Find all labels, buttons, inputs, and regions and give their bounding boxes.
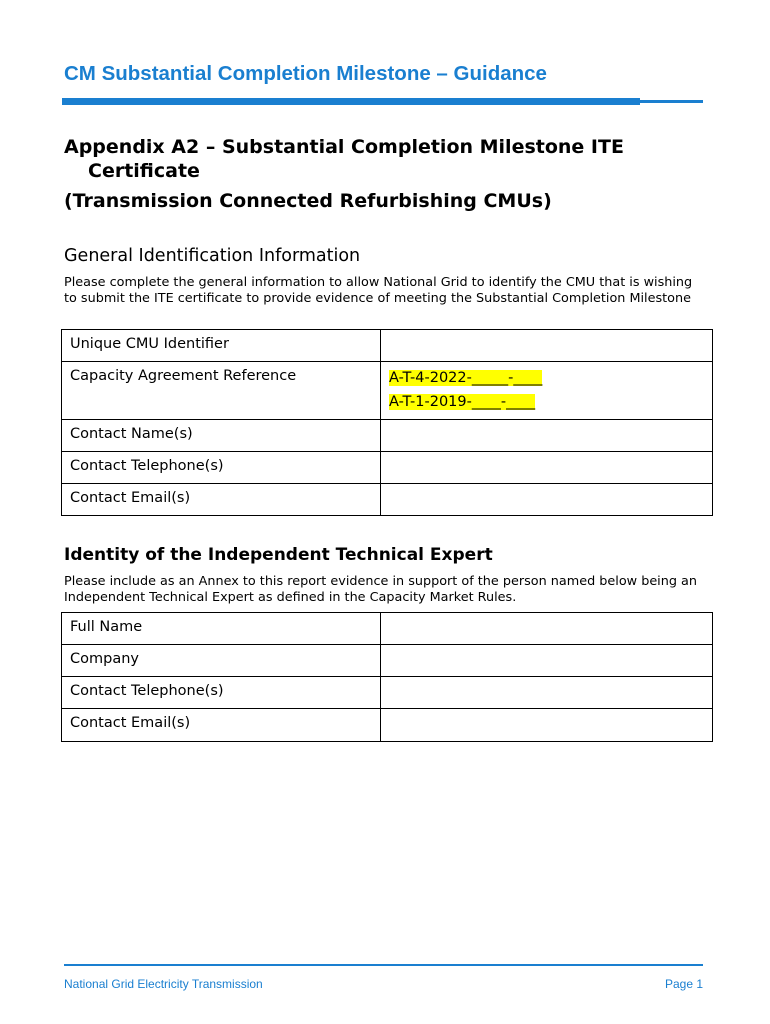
- ite-contact-telephones-field[interactable]: [381, 677, 713, 709]
- footer-organization: National Grid Electricity Transmission: [64, 977, 263, 991]
- header-rule-thin: [640, 100, 703, 103]
- document-header-title: CM Substantial Completion Milestone – Guidance: [64, 62, 547, 85]
- appendix-subheading: (Transmission Connected Refurbishing CMUs): [64, 190, 552, 212]
- capacity-agreement-ref-t4: A-T-4-2022-_____-____: [389, 370, 543, 386]
- appendix-heading: [64, 135, 714, 213]
- general-identification-table: [61, 329, 713, 516]
- capacity-agreement-ref-t1: A-T-1-2019-____-____: [389, 394, 536, 410]
- table-row: [62, 452, 713, 484]
- row-label-contact-names: Contact Name(s): [70, 426, 193, 442]
- table-row: [62, 645, 713, 677]
- table-row: [62, 613, 713, 645]
- table-row: [62, 420, 713, 452]
- table-row: [62, 484, 713, 516]
- full-name-field[interactable]: [381, 613, 713, 645]
- header-rule-thick: [62, 98, 640, 105]
- company-field[interactable]: [381, 645, 713, 677]
- unique-cmu-identifier-field[interactable]: [381, 330, 713, 362]
- contact-emails-field[interactable]: [381, 484, 713, 516]
- row-label-full-name: Full Name: [70, 619, 143, 635]
- ite-identity-heading: Identity of the Independent Technical Expert: [64, 545, 493, 565]
- row-label-capacity-agreement-reference: Capacity Agreement Reference: [70, 368, 297, 384]
- ite-identity-table: [61, 612, 713, 742]
- general-identification-heading: General Identification Information: [64, 246, 361, 266]
- table-row: [62, 709, 713, 742]
- general-identification-intro: Please complete the general information to allow National Grid to identify the CMU that is wishing to submit the ITE certificate to provide evidence of meeting the Substantial Completion Milestone: [64, 275, 693, 306]
- row-label-contact-telephones: Contact Telephone(s): [70, 458, 224, 474]
- row-label-ite-contact-emails: Contact Email(s): [70, 715, 191, 731]
- row-label-company: Company: [70, 651, 139, 667]
- ite-identity-intro: Please include as an Annex to this report evidence in support of the person named below being an Independent Technical Expert as defined in the Capacity Market Rules.: [64, 574, 697, 605]
- footer-rule: [64, 964, 703, 966]
- row-label-ite-contact-telephones: Contact Telephone(s): [70, 683, 224, 699]
- table-row: [62, 330, 713, 362]
- contact-telephones-field[interactable]: [381, 452, 713, 484]
- appendix-heading-line2: Certificate: [88, 160, 200, 182]
- appendix-heading-line1: Appendix A2 – Substantial Completion Milestone ITE: [64, 136, 624, 158]
- footer-page-number: Page 1: [665, 977, 704, 991]
- row-label-unique-cmu-identifier: Unique CMU Identifier: [70, 336, 229, 352]
- contact-names-field[interactable]: [381, 420, 713, 452]
- table-row: [62, 677, 713, 709]
- capacity-agreement-reference-field[interactable]: [381, 362, 713, 420]
- row-label-contact-emails: Contact Email(s): [70, 490, 191, 506]
- table-row: [62, 362, 713, 420]
- ite-contact-emails-field[interactable]: [381, 709, 713, 742]
